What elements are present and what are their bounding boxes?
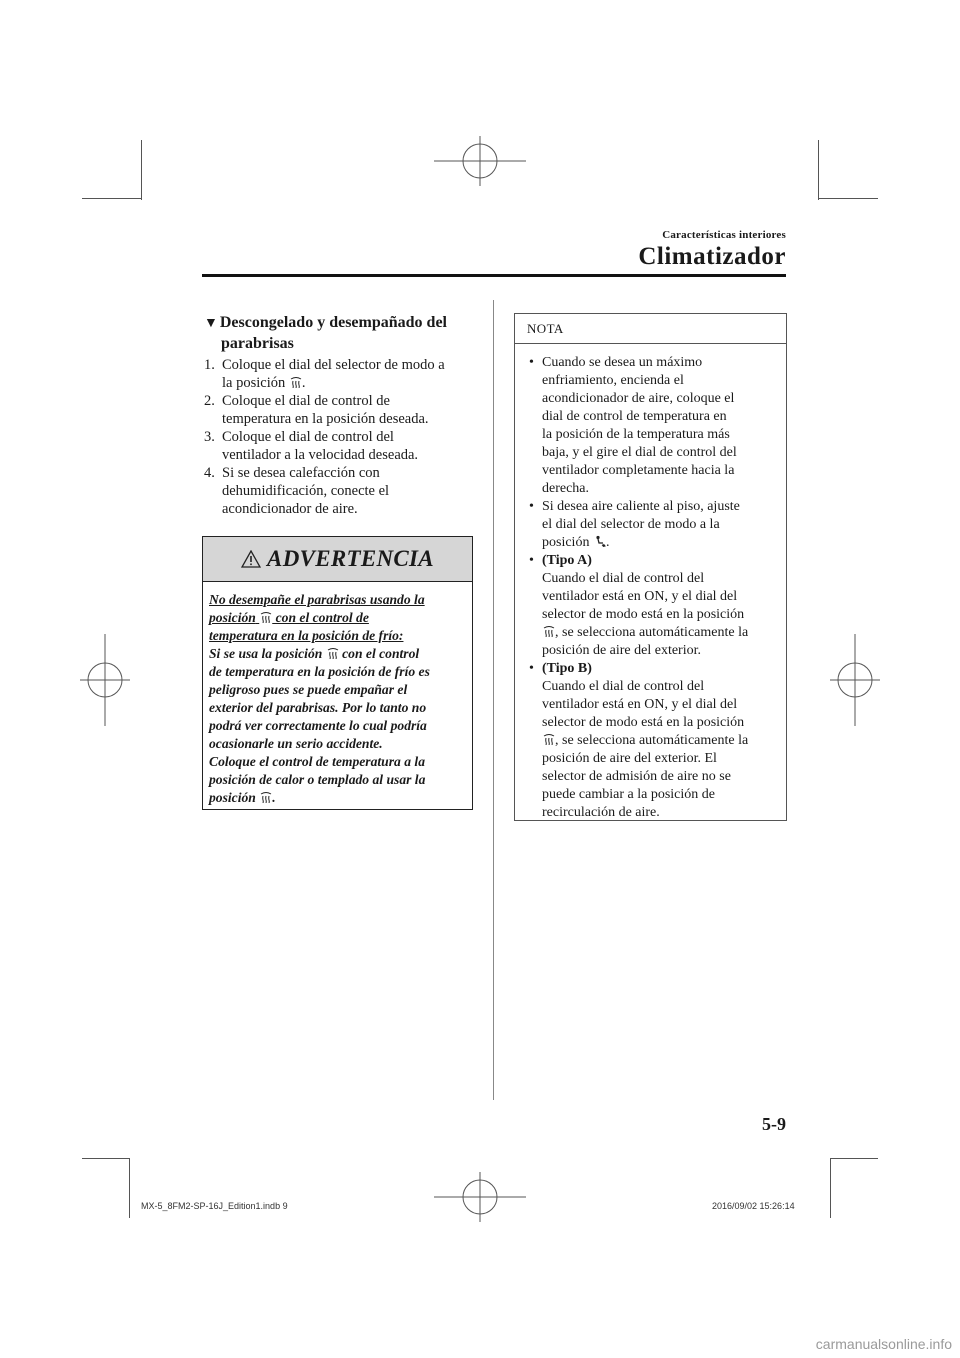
crop-mark (82, 198, 142, 199)
note-subhead: (Tipo B) (542, 661, 592, 676)
warning-body (209, 591, 471, 807)
note-line: derecha. (542, 481, 590, 496)
note-line: ventilador está en ON, y el dial del (542, 589, 738, 604)
list-item (204, 392, 474, 428)
note-line: Cuando el dial de control del (542, 679, 705, 694)
triangle-down-icon: ▼ (204, 316, 218, 331)
chapter-title: Climatizador (638, 243, 786, 270)
defrost-icon (290, 376, 302, 388)
warning-header (203, 537, 472, 582)
note-line: ventilador completamente hacia la (542, 463, 735, 478)
note-line: la posición de la temperatura más (542, 427, 730, 442)
note-line: posición de aire del exterior. El (542, 751, 717, 766)
step-text: Coloque el dial de control de (222, 393, 390, 409)
step-text-part: la posición (222, 375, 286, 391)
bullet: • (529, 661, 534, 676)
note-line: Cuando se desea un máximo (542, 355, 703, 370)
step-text: Coloque el dial de control del (222, 429, 394, 445)
defrost-icon (260, 611, 272, 623)
bullet: • (529, 355, 534, 370)
warning-title: ADVERTENCIA (267, 546, 434, 571)
step-text (222, 374, 474, 392)
registration-mark-icon (830, 634, 880, 726)
step-text: temperatura en la posición deseada. (222, 411, 429, 427)
note-line: posición de aire del exterior. (542, 643, 701, 658)
step-number: 2. (204, 393, 215, 409)
floor-vent-icon (594, 535, 606, 547)
note-line: dial de control de temperatura en (542, 409, 727, 424)
list-item (204, 428, 474, 464)
note-title: NOTA (527, 321, 564, 336)
section-label: Características interiores (662, 229, 786, 241)
list-item (529, 660, 785, 822)
bullet: • (529, 499, 534, 514)
steps-list (204, 356, 474, 518)
defrost-icon (543, 625, 555, 637)
list-item (529, 354, 785, 498)
note-header (515, 314, 786, 344)
header-rule (202, 274, 786, 277)
bullet: • (529, 553, 534, 568)
warning-line: podrá ver correctamente lo cual podría (209, 718, 427, 733)
note-text-part: . (605, 535, 610, 550)
section-title-line2: parabrisas (221, 335, 294, 352)
note-line: acondicionador de aire, coloque el (542, 391, 735, 406)
crop-mark (82, 1158, 130, 1159)
warning-line (209, 789, 471, 807)
warning-triangle-icon (241, 550, 261, 568)
note-line: ventilador está en ON, y el dial del (542, 697, 738, 712)
list-item (204, 356, 474, 392)
note-text-part: posición (542, 535, 590, 550)
note-line: selector de modo está en la posición (542, 715, 745, 730)
note-line: selector de modo está en la posición (542, 607, 745, 622)
note-subhead: (Tipo A) (542, 553, 592, 568)
crop-mark (830, 1158, 878, 1159)
list-item (529, 552, 785, 660)
note-line: Si desea aire caliente al piso, ajuste (542, 499, 740, 514)
note-line (542, 660, 785, 678)
note-line (542, 624, 785, 642)
note-list (529, 354, 785, 822)
step-number: 1. (204, 357, 215, 373)
registration-mark-icon (80, 634, 130, 726)
step-text: Si se desea calefacción con (222, 465, 380, 481)
defrost-icon (327, 647, 339, 659)
list-item (529, 498, 785, 552)
crop-mark (818, 140, 819, 200)
section-title-line1: Descongelado y desempañado del (219, 314, 447, 331)
list-item (204, 464, 474, 518)
warning-line: temperatura en la posición de frío: (209, 628, 404, 643)
note-line: el dial del selector de modo a la (542, 517, 720, 532)
step-text-part: . (301, 375, 306, 391)
warning-line: posición de calor o templado al usar la (209, 772, 426, 787)
crop-mark (818, 198, 878, 199)
watermark: carmanualsonline.info (815, 1336, 952, 1352)
note-box (514, 313, 787, 821)
warning-line: peligroso pues se puede empañar el (209, 682, 408, 697)
note-text-part: , se selecciona automáticamente la (555, 625, 749, 640)
warning-text-part: . (272, 790, 276, 805)
note-line (542, 552, 785, 570)
warning-line: de temperatura en la posición de frío es (209, 664, 430, 679)
note-line (542, 732, 785, 750)
warning-text-part: posición (209, 790, 256, 805)
warning-text-part: con el control (338, 646, 420, 661)
warning-line: exterior del parabrisas. Por lo tanto no (209, 700, 427, 715)
crop-mark (129, 1158, 130, 1218)
defrost-icon (543, 733, 555, 745)
note-line: enfriamiento, encienda el (542, 373, 684, 388)
warning-line: No desempañe el parabrisas usando la (209, 592, 425, 607)
timestamp: 2016/09/02 15:26:14 (712, 1201, 795, 1211)
defrost-icon (260, 791, 272, 803)
warning-text-part: Si se usa la posición (209, 646, 323, 661)
column-divider (493, 300, 494, 1100)
warning-line: ocasionarle un serio accidente. (209, 736, 383, 751)
note-line: Cuando el dial de control del (542, 571, 705, 586)
note-line: selector de admisión de aire no se (542, 769, 731, 784)
warning-text-part: posición (209, 610, 256, 625)
warning-line (209, 645, 471, 663)
step-text: ventilador a la velocidad deseada. (222, 447, 419, 463)
step-text: Coloque el dial del selector de modo a (222, 357, 445, 373)
step-text: acondicionador de aire. (222, 501, 358, 517)
step-number: 4. (204, 465, 215, 481)
registration-mark-icon (434, 1172, 526, 1222)
registration-mark-icon (434, 136, 526, 186)
crop-mark (141, 140, 142, 200)
warning-box (202, 536, 473, 810)
warning-line: Coloque el control de temperatura a la (209, 754, 425, 769)
note-line: baja, y el gire el dial de control del (542, 445, 737, 460)
step-text: dehumidificación, conecte el (222, 483, 390, 499)
note-line: recirculación de aire. (542, 805, 660, 820)
warning-line (209, 609, 471, 627)
note-text-part: , se selecciona automáticamente la (555, 733, 749, 748)
section-title (204, 313, 484, 354)
warning-text-part: con el control de (272, 610, 369, 625)
note-line: puede cambiar a la posición de (542, 787, 715, 802)
note-line (542, 534, 785, 552)
page-number: 5-9 (762, 1114, 786, 1134)
crop-mark (830, 1158, 831, 1218)
step-number: 3. (204, 429, 215, 445)
file-info: MX-5_8FM2-SP-16J_Edition1.indb 9 (141, 1201, 288, 1211)
